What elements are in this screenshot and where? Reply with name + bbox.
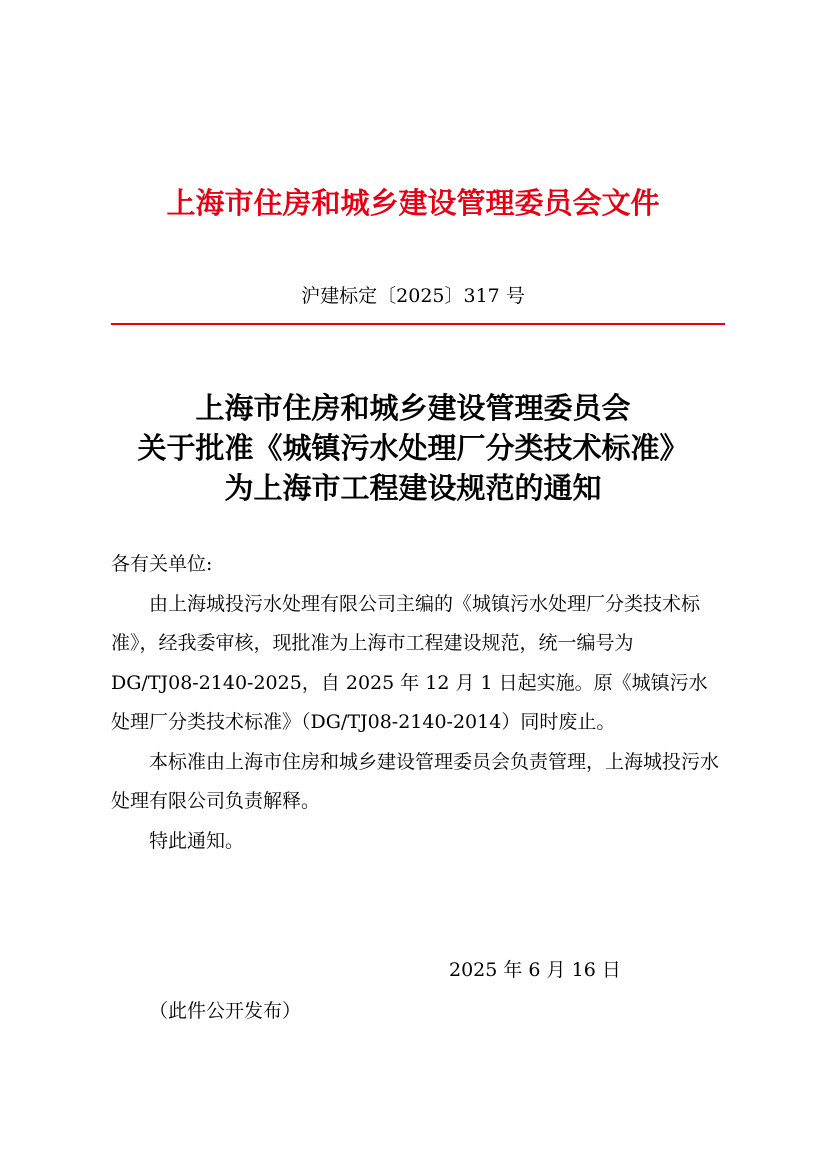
- document-title: [0, 388, 826, 508]
- document-body: [111, 545, 725, 861]
- issue-date: 2025 年 6 月 16 日: [449, 959, 621, 981]
- closing-line: 特此通知。: [149, 829, 245, 852]
- body-paragraph: 本标准由上海市住房和城乡建设管理委员会负责管理，上海城投污水处理有限公司负责解释。: [111, 750, 720, 812]
- document-number: 沪建标定〔2025〕317 号: [301, 285, 525, 307]
- body-paragraph: 由上海城投污水处理有限公司主编的《城镇污水处理厂分类技术标准》，经我委审核，现批准为上海市工程建设规范，统一编号为 DG/TJ08-2140-2025，自 2025 年 12 月 1 日起实施。原《城镇污水处理厂分类技术标准》（DG/TJ08-2140-2014）同时废止。: [111, 592, 708, 733]
- issuer-header: 上海市住房和城乡建设管理委员会文件: [166, 186, 660, 220]
- header-divider: [111, 323, 725, 325]
- title-line: 关于批准《城镇污水处理厂分类技术标准》: [137, 431, 689, 465]
- release-note: （此件公开发布）: [149, 1000, 302, 1022]
- title-line: 上海市住房和城乡建设管理委员会: [195, 391, 631, 425]
- title-line: 为上海市工程建设规范的通知: [224, 471, 602, 505]
- salutation: 各有关单位:: [111, 553, 213, 575]
